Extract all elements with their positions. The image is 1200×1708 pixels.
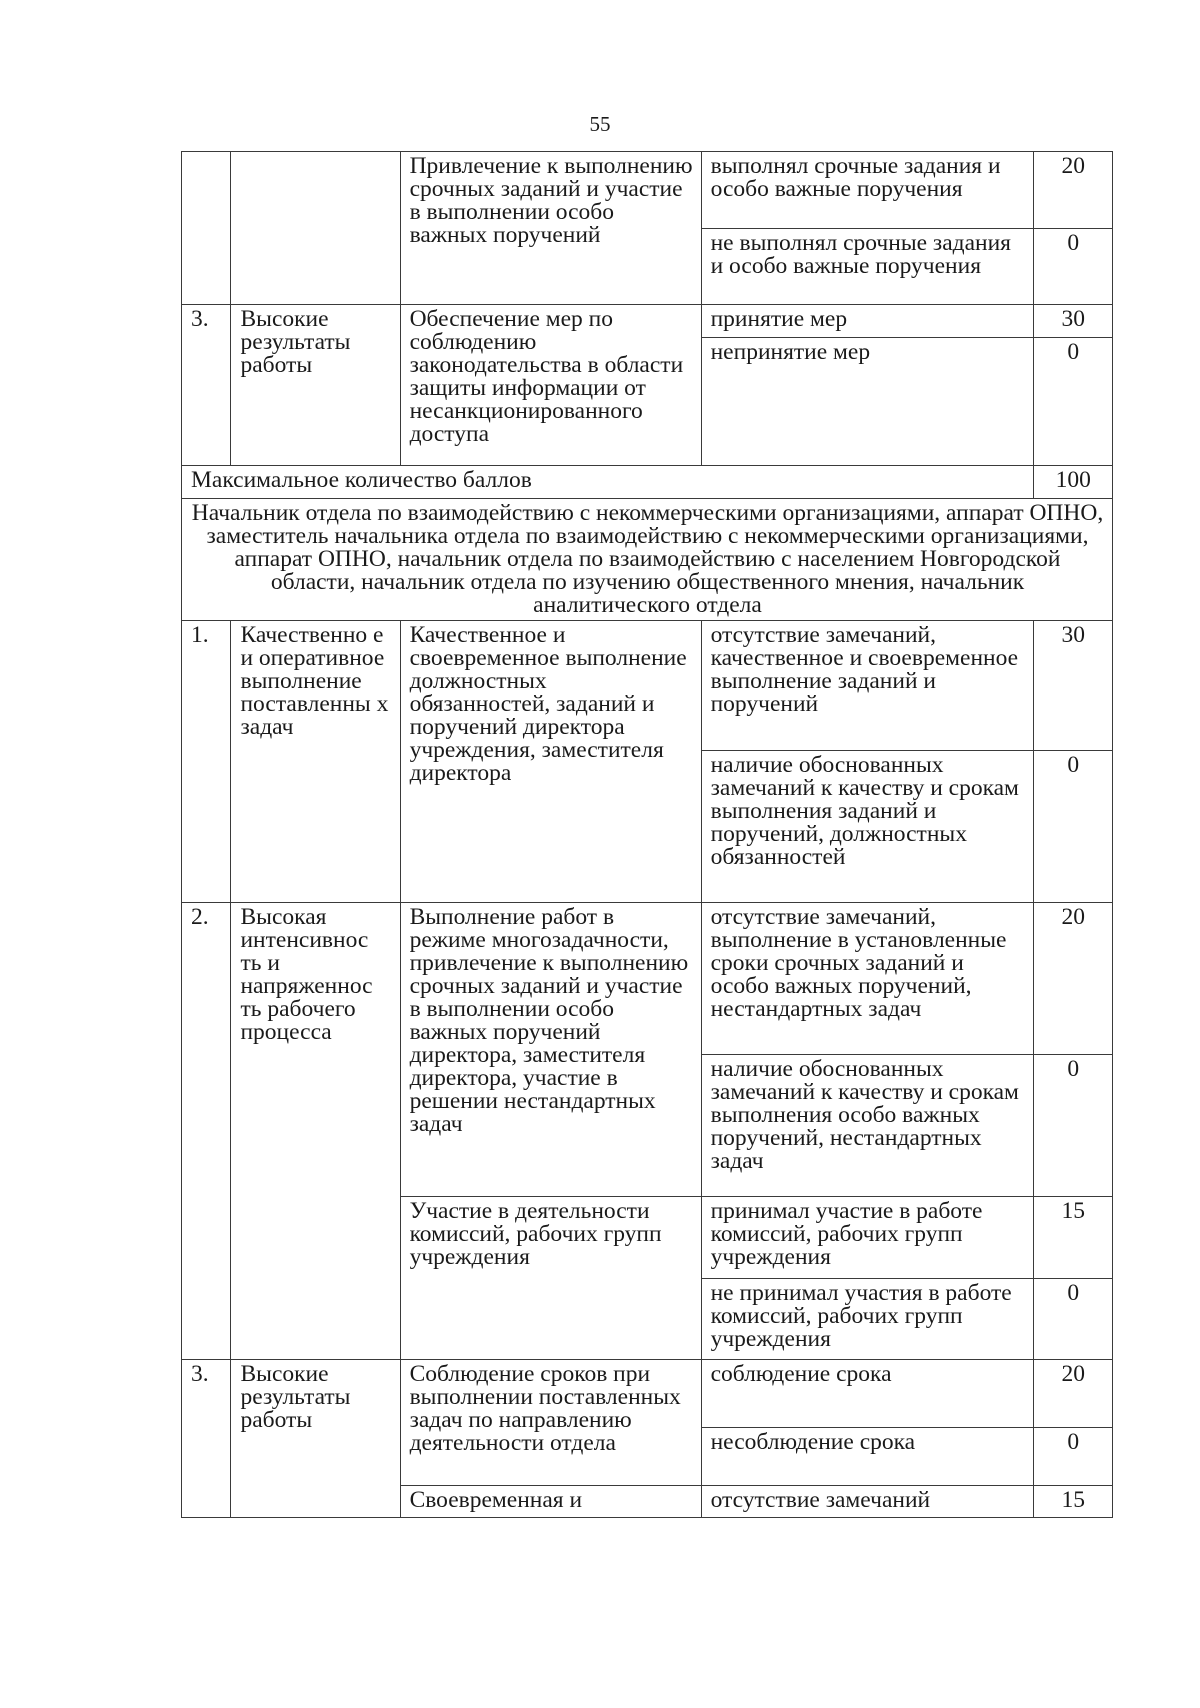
table-row [182,305,1113,338]
condition-cell: соблюдение срока [701,1360,1033,1428]
score-cell: 0 [1033,229,1112,305]
number-cell: 2. [182,903,231,1360]
page-number: 55 [589,112,611,136]
criterion-cell: Обеспечение мер по соблюдению законодательства в области защиты информации от несанкционированного доступа [400,305,701,466]
criterion-cell: Участие в деятельности комиссий, рабочих групп учреждения [400,1197,701,1360]
score-cell: 30 [1033,621,1112,751]
condition-cell: отсутствие замечаний, качественное и своевременное выполнение заданий и поручений [701,621,1033,751]
total-score: 100 [1033,466,1112,499]
criterion-cell: Своевременная и [400,1486,701,1518]
indicator-cell [231,152,400,305]
number-cell: 3. [182,305,231,466]
table-row [182,1360,1113,1428]
criteria-table [181,151,1113,1518]
condition-cell: выполнял срочные задания и особо важные поручения [701,152,1033,229]
section-title: Начальник отдела по взаимодействию с некоммерческими организациями, аппарат ОПНО, заместитель начальника отдела по взаимодействию с некоммерческими организациями, аппарат ОПНО, начальник отдела по взаимодействию с населением Новгородской области, начальник отдела по изучению общественного мнения, начальник аналитического отдела [182,499,1113,621]
criterion-cell: Качественное и своевременное выполнение должностных обязанностей, заданий и поручений директора учреждения, заместителя директора [400,621,701,903]
criterion-cell: Привлечение к выполнению срочных заданий и участие в выполнении особо важных поручений [400,152,701,305]
table-row [182,152,1113,229]
score-cell: 0 [1033,751,1112,903]
condition-cell: наличие обоснованных замечаний к качеству и срокам выполнения особо важных поручений, нестандартных задач [701,1055,1033,1197]
condition-cell: несоблюдение срока [701,1428,1033,1486]
section-row [182,499,1113,621]
condition-cell: не принимал участия в работе комиссий, рабочих групп учреждения [701,1279,1033,1360]
score-cell: 0 [1033,1279,1112,1360]
total-row [182,466,1113,499]
condition-cell: принятие мер [701,305,1033,338]
score-cell: 15 [1033,1486,1112,1518]
number-cell [182,152,231,305]
table-row [182,621,1113,751]
score-cell: 20 [1033,152,1112,229]
condition-cell: отсутствие замечаний, выполнение в установленные сроки срочных заданий и особо важных поручений, нестандартных задач [701,903,1033,1055]
score-cell: 0 [1033,338,1112,466]
indicator-cell: Высокая интенсивнос ть и напряженнос ть рабочего процесса [231,903,400,1360]
number-cell: 3. [182,1360,231,1518]
score-cell: 20 [1033,1360,1112,1428]
score-cell: 0 [1033,1055,1112,1197]
table-row [182,903,1113,1055]
condition-cell: наличие обоснованных замечаний к качеству и срокам выполнения заданий и поручений, должностных обязанностей [701,751,1033,903]
score-cell: 20 [1033,903,1112,1055]
total-label: Максимальное количество баллов [182,466,1034,499]
score-cell: 30 [1033,305,1112,338]
condition-cell: непринятие мер [701,338,1033,466]
number-cell: 1. [182,621,231,903]
score-cell: 15 [1033,1197,1112,1279]
condition-cell: отсутствие замечаний [701,1486,1033,1518]
indicator-cell: Высокие результаты работы [231,305,400,466]
score-cell: 0 [1033,1428,1112,1486]
indicator-cell: Качественно е и оперативное выполнение поставленны х задач [231,621,400,903]
criterion-cell: Выполнение работ в режиме многозадачности, привлечение к выполнению срочных заданий и участие в выполнении особо важных поручений директора, заместителя директора, участие в решении нестандартных задач [400,903,701,1197]
condition-cell: принимал участие в работе комиссий, рабочих групп учреждения [701,1197,1033,1279]
condition-cell: не выполнял срочные задания и особо важные поручения [701,229,1033,305]
indicator-cell: Высокие результаты работы [231,1360,400,1518]
criterion-cell: Соблюдение сроков при выполнении поставленных задач по направлению деятельности отдела [400,1360,701,1486]
